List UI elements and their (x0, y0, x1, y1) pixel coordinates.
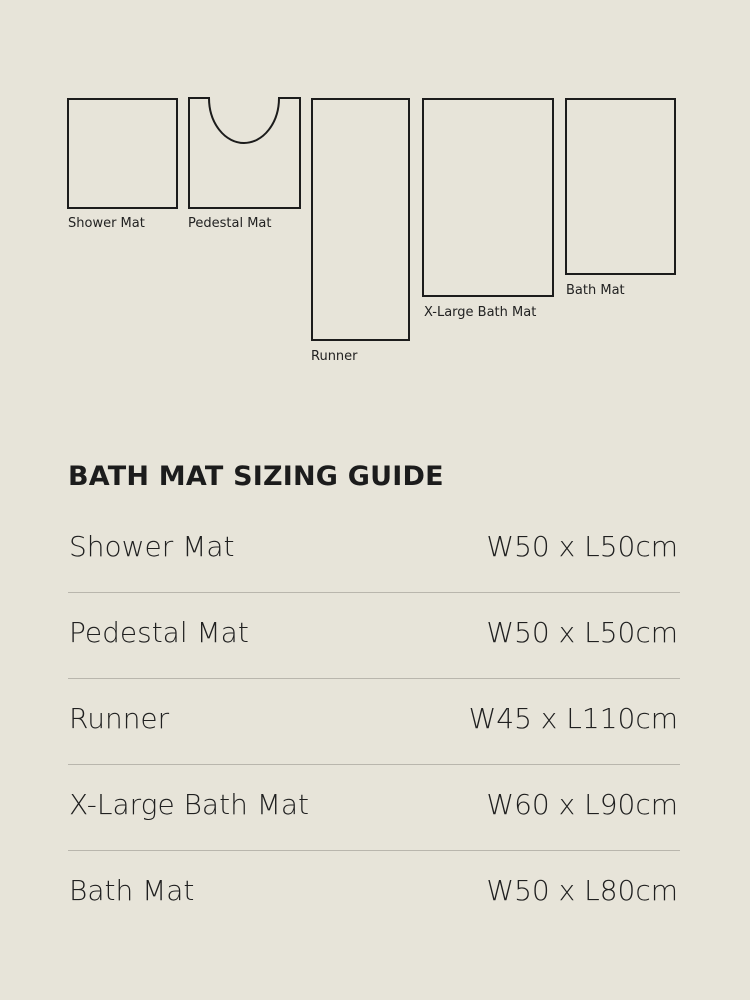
mat-name: Bath Mat (69, 874, 195, 907)
bath-mat-outline (564, 97, 678, 277)
pedestal-mat-label: Pedestal Mat (188, 216, 272, 231)
runner-outline (310, 97, 412, 343)
mat-name: X-Large Bath Mat (69, 788, 310, 821)
sizing-table (68, 507, 680, 936)
xl-bath-mat-label: X-Large Bath Mat (424, 305, 537, 320)
table-row (68, 593, 680, 679)
guide-title: BATH MAT SIZING GUIDE (68, 461, 444, 492)
mat-name: Shower Mat (69, 530, 235, 563)
pedestal-mat-outline (187, 96, 303, 212)
mat-size: W50 x L50cm (486, 616, 678, 649)
mat-size: W60 x L90cm (486, 788, 678, 821)
shower-mat-label: Shower Mat (68, 216, 145, 231)
shower-mat-outline (66, 97, 180, 211)
table-row (68, 507, 680, 593)
table-row (68, 679, 680, 765)
mat-name: Pedestal Mat (69, 616, 249, 649)
mat-size: W45 x L110cm (468, 702, 678, 735)
mat-shapes-diagram (0, 0, 750, 400)
mat-name: Runner (69, 702, 170, 735)
runner-label: Runner (311, 349, 358, 364)
xl-bath-mat-outline (421, 97, 556, 299)
mat-size: W50 x L50cm (486, 530, 678, 563)
table-row (68, 765, 680, 851)
mat-size: W50 x L80cm (486, 874, 678, 907)
bath-mat-label: Bath Mat (566, 283, 625, 298)
table-row (68, 851, 680, 936)
